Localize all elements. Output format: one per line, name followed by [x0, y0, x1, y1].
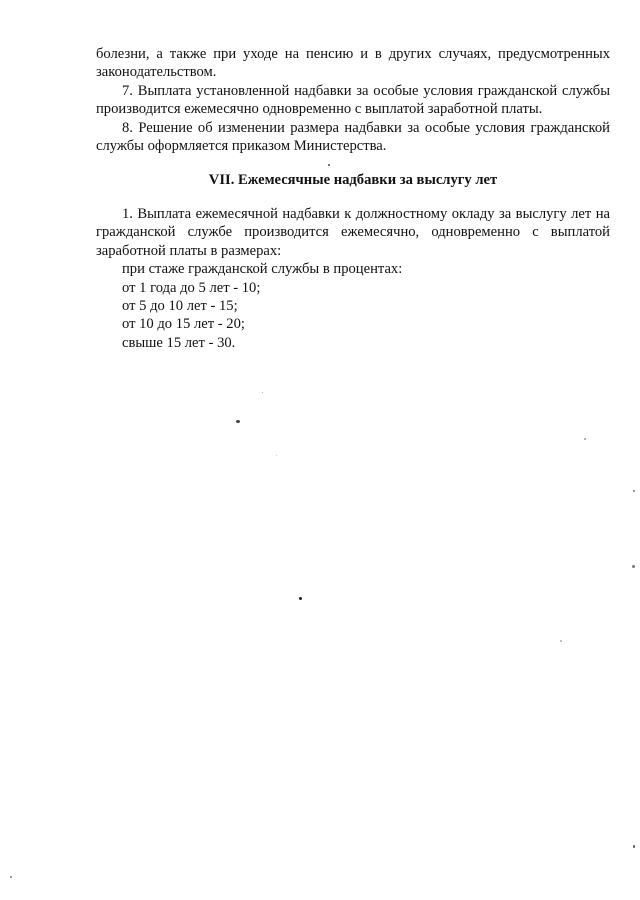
scan-speck [276, 455, 277, 456]
scan-speck [262, 392, 263, 393]
top-text-block [96, 45, 610, 155]
scan-speck [10, 876, 12, 878]
list-item: от 5 до 10 лет - 15; [122, 298, 238, 315]
list-item: от 10 до 15 лет - 20; [122, 316, 245, 333]
paragraph-8: 8. Решение об изменении размера надбавки за особые условия гражданской службы оформляется приказом Министерства. [96, 119, 610, 155]
scan-speck [560, 640, 562, 642]
paragraph-continuation: болезни, а также при уходе на пенсию и в других случаях, предусмотренных законодательством. [96, 46, 610, 81]
scan-speck [633, 490, 635, 492]
paragraph-7: 7. Выплата установленной надбавки за особые условия гражданской службы производится ежемесячно одновременно с выплатой заработной платы. [96, 82, 610, 118]
section-paragraph-1: 1. Выплата ежемесячной надбавки к должностному окладу за выслугу лет на гражданской службе производится ежемесячно, одновременно с выплатой заработной платы в размерах: [96, 206, 610, 259]
section-text-block [96, 205, 610, 352]
list-intro: при стаже гражданской службы в процентах: [122, 261, 403, 278]
scan-speck [299, 597, 302, 600]
scan-speck [236, 420, 240, 423]
section-heading: VII. Ежемесячные надбавки за выслугу лет [208, 172, 498, 188]
list-item: от 1 года до 5 лет - 10; [122, 279, 261, 296]
scan-speck [328, 164, 330, 166]
scan-speck [633, 845, 635, 848]
scan-speck [584, 438, 586, 440]
list-item: свыше 15 лет - 30. [122, 334, 236, 351]
scan-speck [632, 565, 635, 568]
